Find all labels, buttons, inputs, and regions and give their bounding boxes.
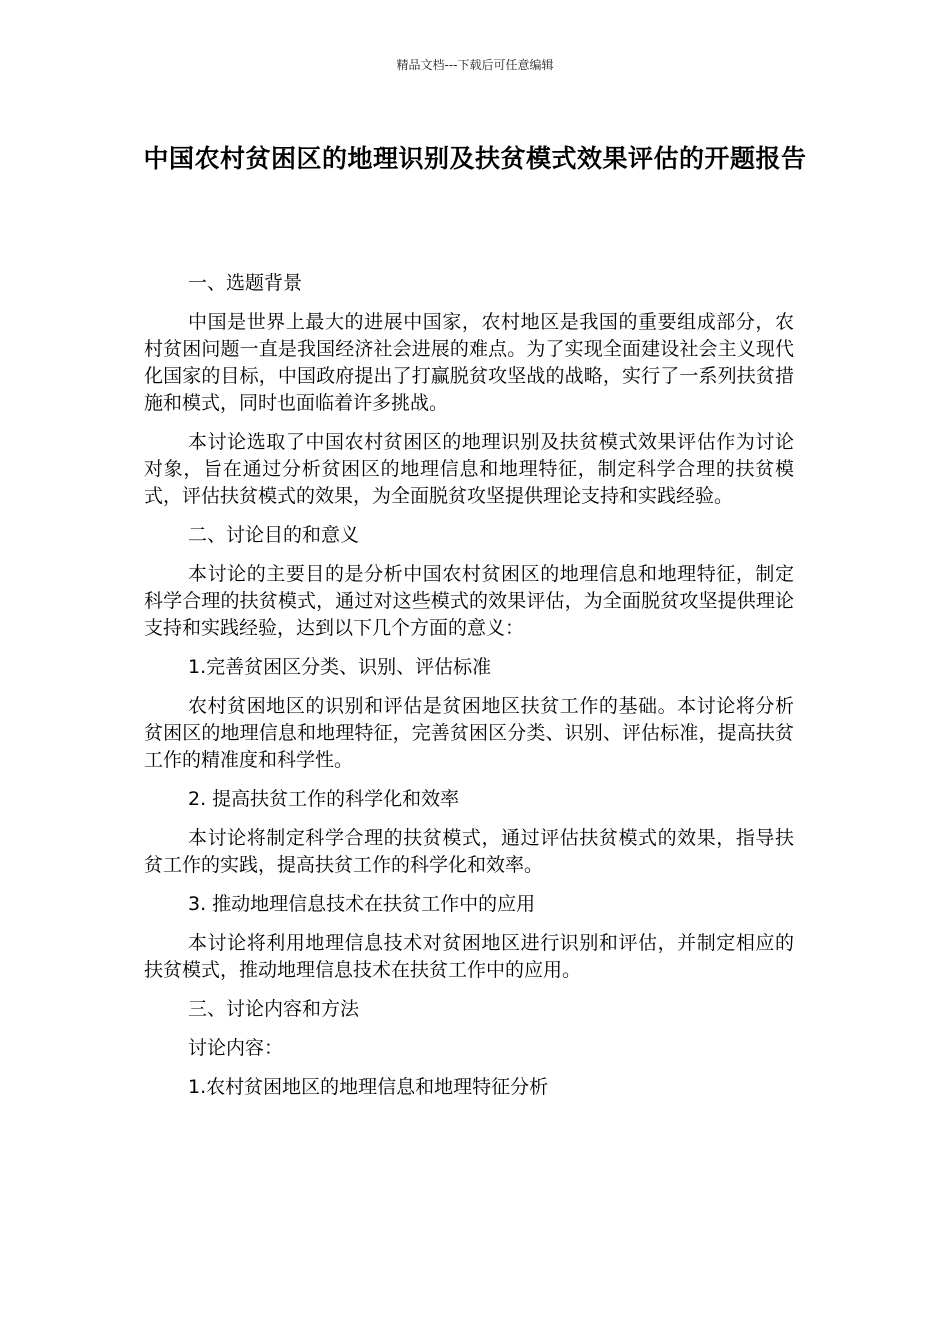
paragraph: 本讨论将制定科学合理的扶贫模式，通过评估扶贫模式的效果，指导扶贫工作的实践，提高扶贫工作的科学化和效率。 xyxy=(144,827,794,876)
document-body xyxy=(144,270,794,1113)
paragraph: 本讨论的主要目的是分析中国农村贫困区的地理信息和地理特征，制定科学合理的扶贫模式，通过对这些模式的效果评估，为全面脱贫攻坚提供理论支持和实践经验，达到以下几个方面的意义： xyxy=(144,563,794,639)
document-title: 中国农村贫困区的地理识别及扶贫模式效果评估的开题报告 xyxy=(143,144,807,173)
paragraph: 本讨论将利用地理信息技术对贫困地区进行识别和评估，并制定相应的扶贫模式，推动地理信息技术在扶贫工作中的应用。 xyxy=(144,932,794,981)
paragraph: 中国是世界上最大的进展中国家，农村地区是我国的重要组成部分，农村贫困问题一直是我国经济社会进展的难点。为了实现全面建设社会主义现代化国家的目标，中国政府提出了打赢脱贫攻坚战的战略，实行了一系列扶贫措施和模式，同时也面临着许多挑战。 xyxy=(144,311,794,414)
section-heading-content-methods: 三、讨论内容和方法 xyxy=(188,998,360,1020)
section-heading-background: 一、选题背景 xyxy=(188,272,303,294)
subheading-2: 2. 提高扶贫工作的科学化和效率 xyxy=(188,788,460,810)
subheading-3: 3. 推动地理信息技术在扶贫工作中的应用 xyxy=(188,893,536,915)
paragraph: 本讨论选取了中国农村贫困区的地理识别及扶贫模式效果评估作为讨论对象，旨在通过分析贫困区的地理信息和地理特征，制定科学合理的扶贫模式，评估扶贫模式的效果，为全面脱贫攻坚提供理论支持和实践经验。 xyxy=(144,431,794,507)
content-label: 讨论内容： xyxy=(188,1037,284,1059)
section-heading-purpose: 二、讨论目的和意义 xyxy=(188,524,360,546)
page-header: 精品文档---下载后可任意编辑 xyxy=(396,58,554,72)
subheading-1: 1.完善贫困区分类、识别、评估标准 xyxy=(188,656,492,678)
content-item-1: 1.农村贫困地区的地理信息和地理特征分析 xyxy=(188,1076,549,1098)
paragraph: 农村贫困地区的识别和评估是贫困地区扶贫工作的基础。本讨论将分析贫困区的地理信息和地理特征，完善贫困区分类、识别、评估标准，提高扶贫工作的精准度和科学性。 xyxy=(144,695,794,771)
